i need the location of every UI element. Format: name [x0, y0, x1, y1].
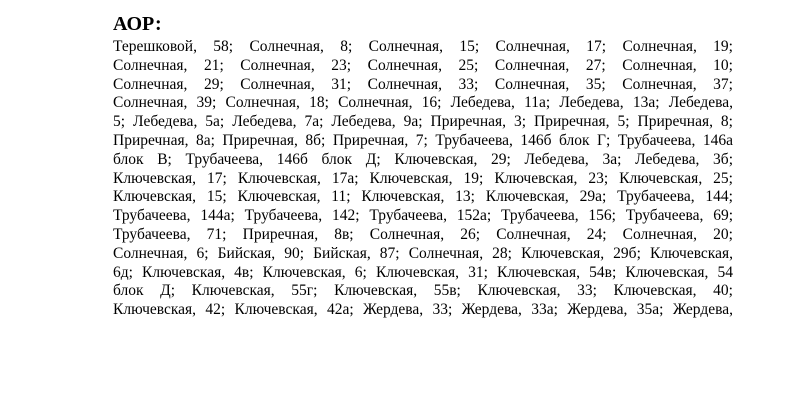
address-line: блок В; Трубачеева, 146б блок Д; Ключевская, 29; Лебедева, 3а; Лебедева, 3б; [113, 150, 733, 168]
address-line: Ключевская, 17; Ключевская, 17а; Ключевская, 19; Ключевская, 23; Ключевская, 25; [113, 169, 733, 187]
address-line: Трубачеева, 71; Приречная, 8в; Солнечная, 26; Солнечная, 24; Солнечная, 20; [113, 225, 733, 243]
address-line: блок Д; Ключевская, 55г; Ключевская, 55в; Ключевская, 33; Ключевская, 40; [113, 282, 733, 300]
address-line: Трубачеева, 144а; Трубачеева, 142; Трубачеева, 152а; Трубачеева, 156; Трубачеева, 69; [113, 207, 733, 225]
address-line: Солнечная, 39; Солнечная, 18; Солнечная, 16; Лебедева, 11а; Лебедева, 13а; Лебедева, [113, 94, 733, 112]
address-line: Солнечная, 21; Солнечная, 23; Солнечная, 25; Солнечная, 27; Солнечная, 10; [113, 56, 733, 74]
address-line: Терешковой, 58; Солнечная, 8; Солнечная, 15; Солнечная, 17; Солнечная, 19; [113, 38, 733, 55]
address-list [113, 38, 733, 320]
address-line: Солнечная, 6; Бийская, 90; Бийская, 87; Солнечная, 28; Ключевская, 29б; Ключевская, [113, 244, 733, 262]
address-line: Солнечная, 29; Солнечная, 31; Солнечная, 33; Солнечная, 35; Солнечная, 37; [113, 75, 733, 93]
section-heading: АОР: [113, 13, 162, 35]
address-line: Ключевская, 15; Ключевская, 11; Ключевская, 13; Ключевская, 29а; Трубачеева, 144; [113, 188, 733, 206]
address-line: 5; Лебедева, 5а; Лебедева, 7а; Лебедева, 9а; Приречная, 3; Приречная, 5; Приречная, 8; [113, 113, 733, 131]
address-line: Ключевская, 42; Ключевская, 42а; Жердева, 33; Жердева, 33а; Жердева, 35а; Жердева, [113, 301, 733, 319]
address-line: Приречная, 8а; Приречная, 8б; Приречная, 7; Трубачеева, 146б блок Г; Трубачеева, 146а [113, 131, 733, 149]
address-line: 6д; Ключевская, 4в; Ключевская, 6; Ключевская, 31; Ключевская, 54в; Ключевская, 54 [113, 263, 733, 281]
